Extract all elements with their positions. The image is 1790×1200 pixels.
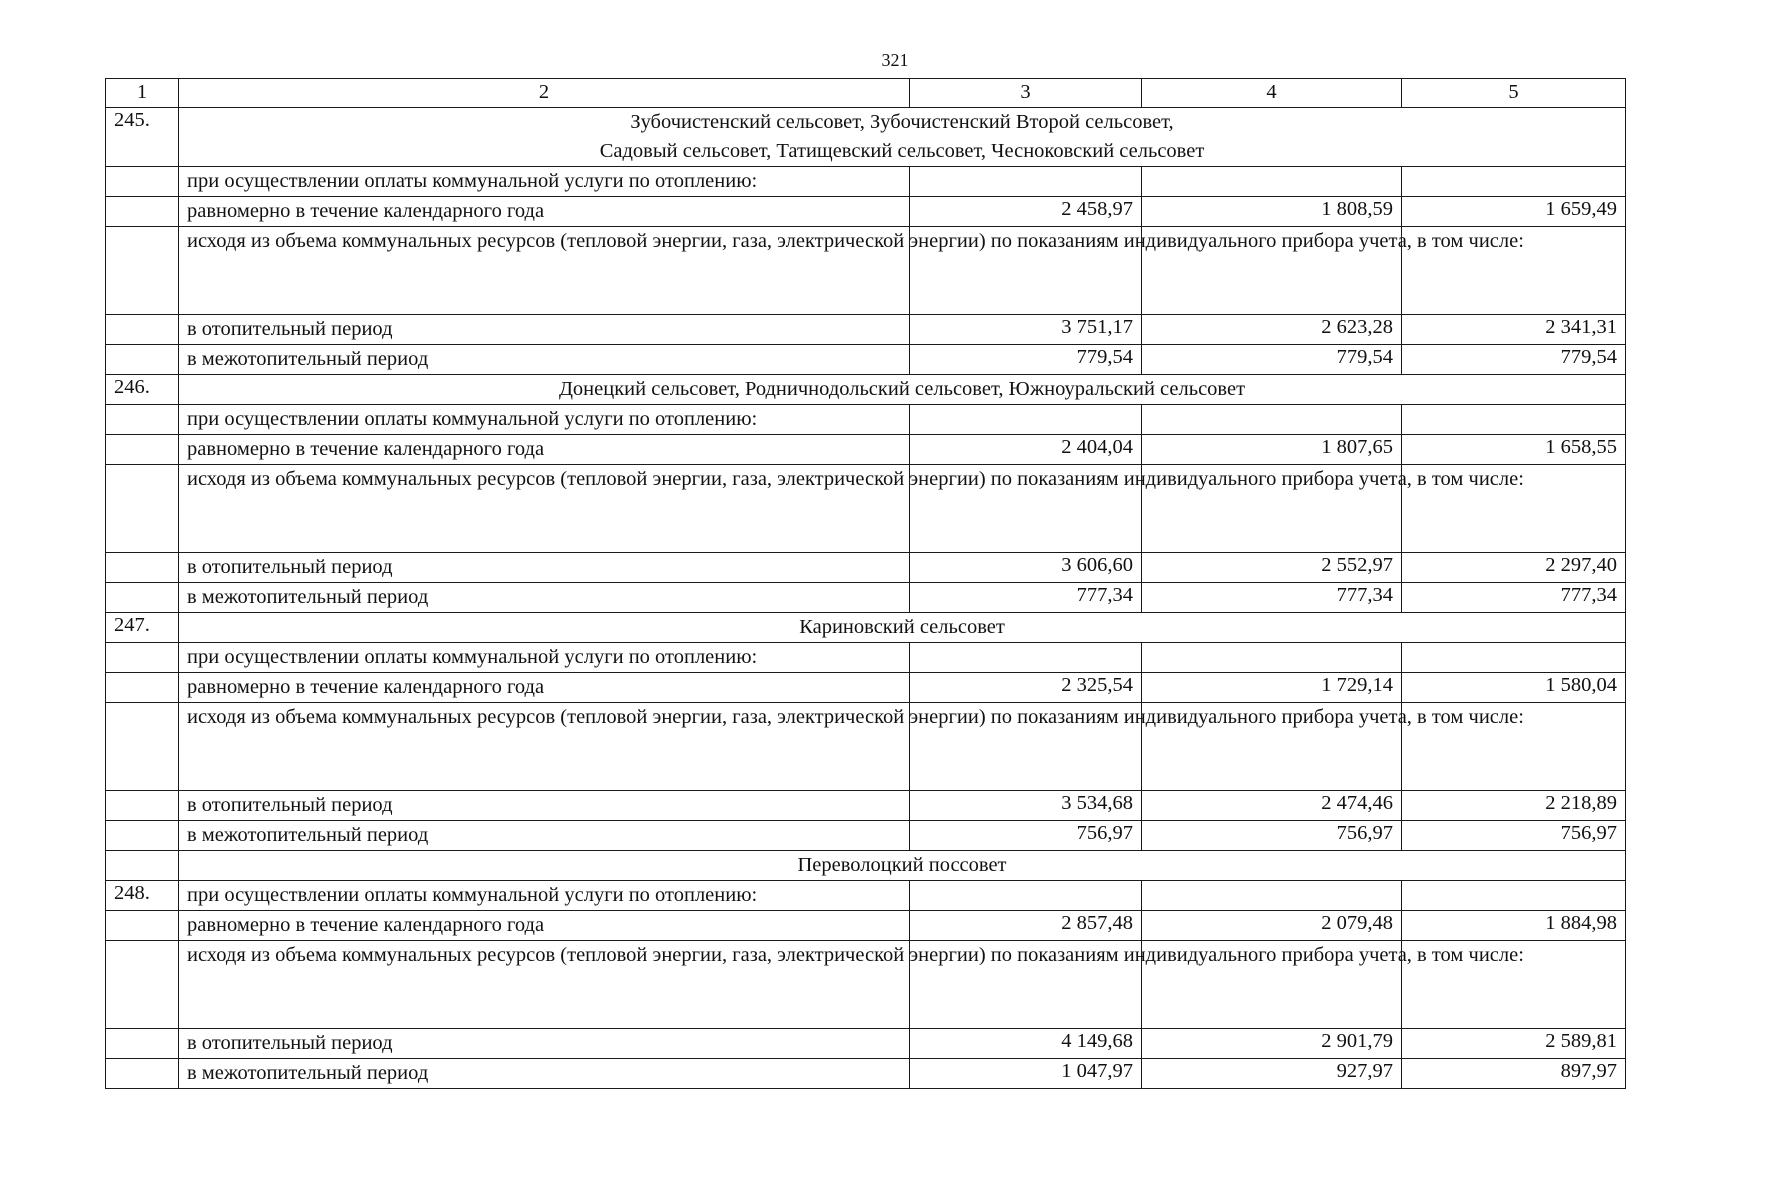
table-row: [106, 227, 1626, 315]
value-col5: [1402, 167, 1626, 197]
table-row: [106, 673, 1626, 703]
row-number: [106, 791, 179, 821]
value-col3: [910, 167, 1142, 197]
table-row: [106, 1029, 1626, 1059]
table-row: [106, 405, 1626, 435]
value-col5: [1402, 881, 1626, 911]
row-label: в межотопительный период: [179, 1059, 910, 1089]
value-col4: 779,54: [1142, 345, 1402, 375]
value-col5: [1402, 643, 1626, 673]
row-number: [106, 345, 179, 375]
table-row: [106, 435, 1626, 465]
value-col4: 1 729,14: [1142, 673, 1402, 703]
group-number: 247.: [106, 613, 179, 643]
value-col5: 897,97: [1402, 1059, 1626, 1089]
value-col5: 2 341,31: [1402, 315, 1626, 345]
value-col4: [1142, 167, 1402, 197]
value-col4: [1142, 643, 1402, 673]
group-number: [106, 851, 179, 881]
value-col3: 3 606,60: [910, 553, 1142, 583]
value-col5: 2 297,40: [1402, 553, 1626, 583]
group-title: [179, 375, 1626, 405]
row-label: исходя из объема коммунальных ресурсов (тепловой энергии, газа, электрической энергии) по показаниям индивидуального прибора учета, в том числе:: [179, 227, 910, 315]
value-col5: 777,34: [1402, 583, 1626, 613]
group-title-line: Садовый сельсовет, Татищевский сельсовет, Чесноковский сельсовет: [599, 140, 1205, 162]
row-number: [106, 465, 179, 553]
value-col4: 756,97: [1142, 821, 1402, 851]
group-header-row: [106, 851, 1626, 881]
row-number: [106, 167, 179, 197]
value-col3: 1 047,97: [910, 1059, 1142, 1089]
row-label: при осуществлении оплаты коммунальной услуги по отоплению:: [179, 643, 910, 673]
column-number-row: [106, 79, 1626, 108]
table-row: [106, 911, 1626, 941]
value-col4: [1142, 405, 1402, 435]
value-col4: 1 807,65: [1142, 435, 1402, 465]
value-col4: 2 623,28: [1142, 315, 1402, 345]
column-header: 3: [910, 79, 1142, 108]
row-label: исходя из объема коммунальных ресурсов (тепловой энергии, газа, электрической энергии) по показаниям индивидуального прибора учета, в том числе:: [179, 465, 910, 553]
value-col4: 2 079,48: [1142, 911, 1402, 941]
value-col3: 756,97: [910, 821, 1142, 851]
row-label: в межотопительный период: [179, 583, 910, 613]
value-col5: 2 218,89: [1402, 791, 1626, 821]
value-col3: 2 857,48: [910, 911, 1142, 941]
value-col5: [1402, 405, 1626, 435]
value-col5: 779,54: [1402, 345, 1626, 375]
row-number: [106, 227, 179, 315]
value-col4: 777,34: [1142, 583, 1402, 613]
column-header: 1: [106, 79, 179, 108]
value-col5: 756,97: [1402, 821, 1626, 851]
row-label: исходя из объема коммунальных ресурсов (тепловой энергии, газа, электрической энергии) по показаниям индивидуального прибора учета, в том числе:: [179, 703, 910, 791]
column-header: 2: [179, 79, 910, 108]
value-col3: 3 751,17: [910, 315, 1142, 345]
row-label: равномерно в течение календарного года: [179, 673, 910, 703]
table-body: [106, 108, 1626, 1089]
table-row: [106, 315, 1626, 345]
row-number: [106, 941, 179, 1029]
group-title-line: Зубочистенский сельсовет, Зубочистенский Второй сельсовет,: [630, 111, 1174, 133]
row-label: в отопительный период: [179, 553, 910, 583]
value-col3: [910, 643, 1142, 673]
value-col3: [910, 405, 1142, 435]
value-col3: 3 534,68: [910, 791, 1142, 821]
column-header: 4: [1142, 79, 1402, 108]
group-header-row: [106, 375, 1626, 405]
row-label: в межотопительный период: [179, 345, 910, 375]
row-label: равномерно в течение календарного года: [179, 911, 910, 941]
table-row: [106, 821, 1626, 851]
table-row: [106, 941, 1626, 1029]
value-col3: [910, 881, 1142, 911]
row-number: 248.: [106, 881, 179, 911]
row-number: [106, 821, 179, 851]
group-title-line: Донецкий сельсовет, Родничнодольский сельсовет, Южноуральский сельсовет: [558, 378, 1246, 400]
row-number: [106, 583, 179, 613]
value-col3: 779,54: [910, 345, 1142, 375]
value-col4: 2 901,79: [1142, 1029, 1402, 1059]
row-label: при осуществлении оплаты коммунальной услуги по отоплению:: [179, 167, 910, 197]
group-header-row: [106, 613, 1626, 643]
group-number: 245.: [106, 108, 179, 167]
row-number: [106, 673, 179, 703]
row-label: равномерно в течение календарного года: [179, 197, 910, 227]
row-number: [106, 405, 179, 435]
value-col5: 2 589,81: [1402, 1029, 1626, 1059]
value-col4: 2 474,46: [1142, 791, 1402, 821]
table-row: [106, 345, 1626, 375]
column-header: 5: [1402, 79, 1626, 108]
row-number: [106, 1059, 179, 1089]
table-row: [106, 1059, 1626, 1089]
group-title: [179, 851, 1626, 881]
row-label: в отопительный период: [179, 315, 910, 345]
row-number: [106, 911, 179, 941]
value-col4: 1 808,59: [1142, 197, 1402, 227]
page-number: 321: [881, 50, 909, 70]
table-row: [106, 881, 1626, 911]
value-col3: 2 325,54: [910, 673, 1142, 703]
value-col5: 1 580,04: [1402, 673, 1626, 703]
row-label: в межотопительный период: [179, 821, 910, 851]
value-col3: 777,34: [910, 583, 1142, 613]
row-number: [106, 643, 179, 673]
row-number: [106, 435, 179, 465]
value-col3: 4 149,68: [910, 1029, 1142, 1059]
row-label: при осуществлении оплаты коммунальной услуги по отоплению:: [179, 405, 910, 435]
value-col3: 2 458,97: [910, 197, 1142, 227]
value-col4: 927,97: [1142, 1059, 1402, 1089]
row-number: [106, 1029, 179, 1059]
row-label: равномерно в течение календарного года: [179, 435, 910, 465]
table-row: [106, 197, 1626, 227]
value-col5: 1 884,98: [1402, 911, 1626, 941]
table-row: [106, 553, 1626, 583]
group-title: [179, 613, 1626, 643]
value-col4: 2 552,97: [1142, 553, 1402, 583]
table-row: [106, 791, 1626, 821]
value-col5: 1 659,49: [1402, 197, 1626, 227]
value-col4: [1142, 881, 1402, 911]
group-header-row: [106, 108, 1626, 167]
table-row: [106, 583, 1626, 613]
tariff-table: [105, 78, 1626, 1089]
row-label: исходя из объема коммунальных ресурсов (тепловой энергии, газа, электрической энергии) по показаниям индивидуального прибора учета, в том числе:: [179, 941, 910, 1029]
row-number: [106, 553, 179, 583]
row-label: в отопительный период: [179, 791, 910, 821]
row-number: [106, 197, 179, 227]
table-row: [106, 465, 1626, 553]
value-col5: 1 658,55: [1402, 435, 1626, 465]
value-col3: 2 404,04: [910, 435, 1142, 465]
group-title: [179, 108, 1626, 167]
row-number: [106, 315, 179, 345]
group-title-line: Переволоцкий поссовет: [797, 854, 1007, 876]
table-row: [106, 643, 1626, 673]
table-row: [106, 167, 1626, 197]
row-label: в отопительный период: [179, 1029, 910, 1059]
row-number: [106, 703, 179, 791]
group-title-line: Кариновский сельсовет: [799, 616, 1005, 638]
group-number: 246.: [106, 375, 179, 405]
row-label: при осуществлении оплаты коммунальной услуги по отоплению:: [179, 881, 910, 911]
table-row: [106, 703, 1626, 791]
